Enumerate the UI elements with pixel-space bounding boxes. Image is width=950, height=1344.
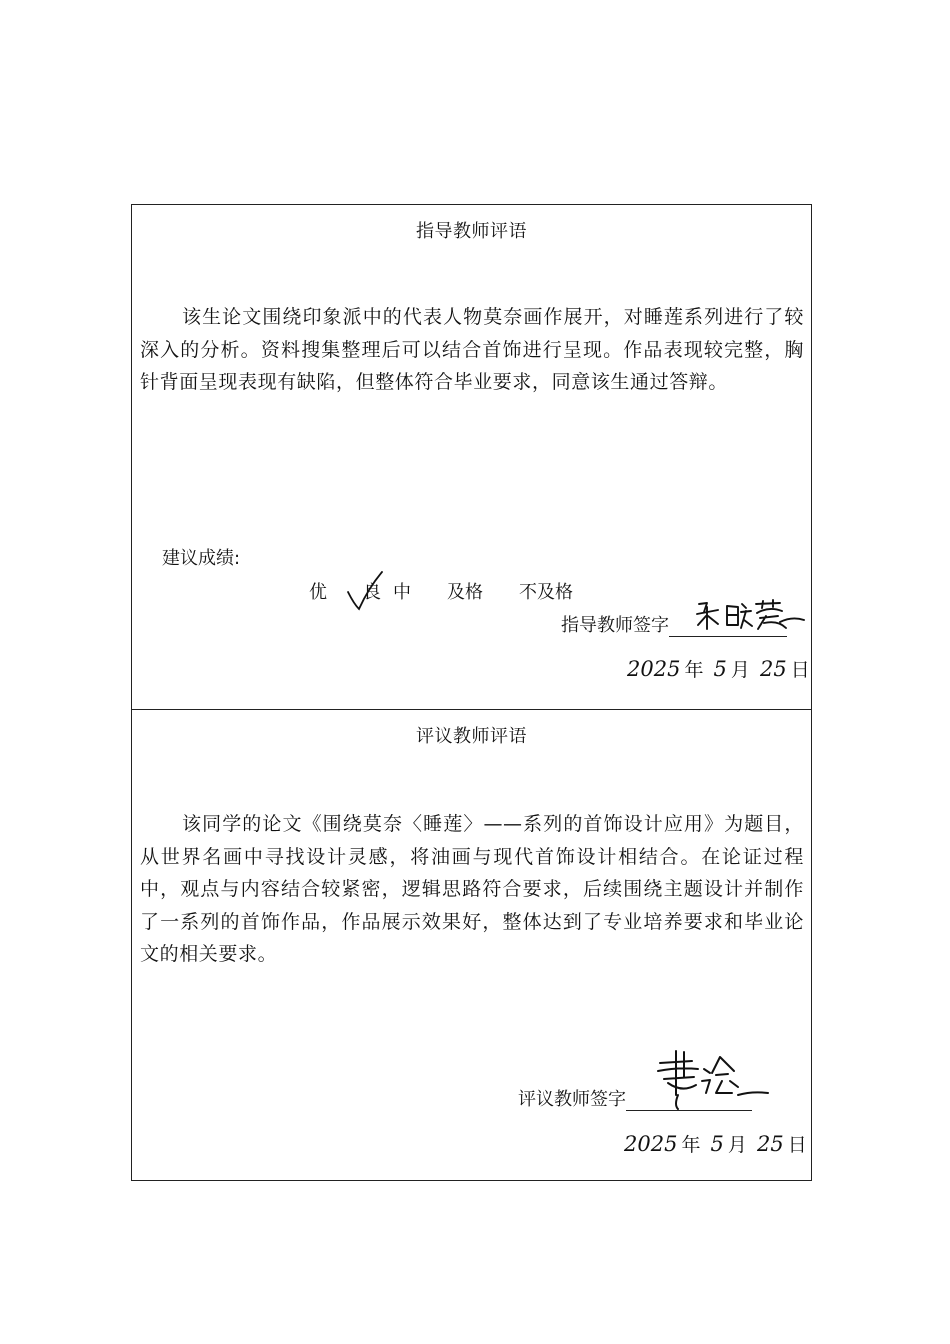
reviewer-date-month-unit: 月: [727, 1134, 747, 1156]
reviewer-date-day: 25: [756, 1132, 784, 1156]
grade-option-fail: 不及格: [519, 582, 573, 603]
reviewer-date-year: 2025: [624, 1132, 678, 1156]
advisor-comment-section: [132, 205, 811, 710]
advisor-date-day: 25: [759, 657, 787, 681]
reviewer-date-year-unit: 年: [681, 1134, 701, 1156]
reviewer-date-day-unit: 日: [787, 1134, 807, 1156]
advisor-date-month-unit: 月: [730, 659, 750, 681]
reviewer-signature-label: 评议教师签字: [518, 1089, 626, 1110]
grade-option-average: 中: [393, 582, 411, 603]
advisor-date-year-unit: 年: [684, 659, 704, 681]
advisor-date-year: 2025: [627, 657, 681, 681]
reviewer-comment-text: 该同学的论文《围绕莫奈〈睡莲〉——系列的首饰设计应用》为题目，从世界名画中寻找设计灵感，将油画与现代首饰设计相结合。在论证过程中，观点与内容结合较紧密，逻辑思路符合要求，后续围绕主题设计并制作了一系列的首饰作品，作品展示效果好，整体达到了专业培养要求和毕业论文的相关要求。: [140, 813, 804, 965]
reviewer-section-title: 评议教师评语: [416, 726, 527, 747]
reviewer-date-month: 5: [710, 1132, 724, 1156]
advisor-signature: [694, 598, 810, 632]
advisor-signature-label: 指导教师签字: [561, 615, 669, 636]
grade-check-mark: [342, 570, 386, 614]
advisor-date-day-unit: 日: [790, 659, 810, 681]
evaluation-form: [131, 204, 812, 1181]
advisor-section-title: 指导教师评语: [416, 221, 527, 242]
advisor-comment-text: 该生论文围绕印象派中的代表人物莫奈画作展开，对睡莲系列进行了较深入的分析。资料搜集整理后可以结合首饰进行呈现。作品表现较完整，胸针背面呈现表现有缺陷，但整体符合毕业要求，同意该生通过答辩。: [140, 306, 804, 393]
reviewer-date: [620, 1130, 807, 1157]
advisor-date-month: 5: [713, 657, 727, 681]
grade-label: 建议成绩:: [162, 548, 241, 569]
grade-option-excellent: 优: [309, 582, 327, 603]
grade-option-pass: 及格: [447, 582, 483, 603]
reviewer-comment-section: [132, 710, 811, 1180]
advisor-date: [623, 655, 810, 682]
grade-option-good: 良: [363, 582, 381, 603]
reviewer-signature: [648, 1047, 772, 1111]
